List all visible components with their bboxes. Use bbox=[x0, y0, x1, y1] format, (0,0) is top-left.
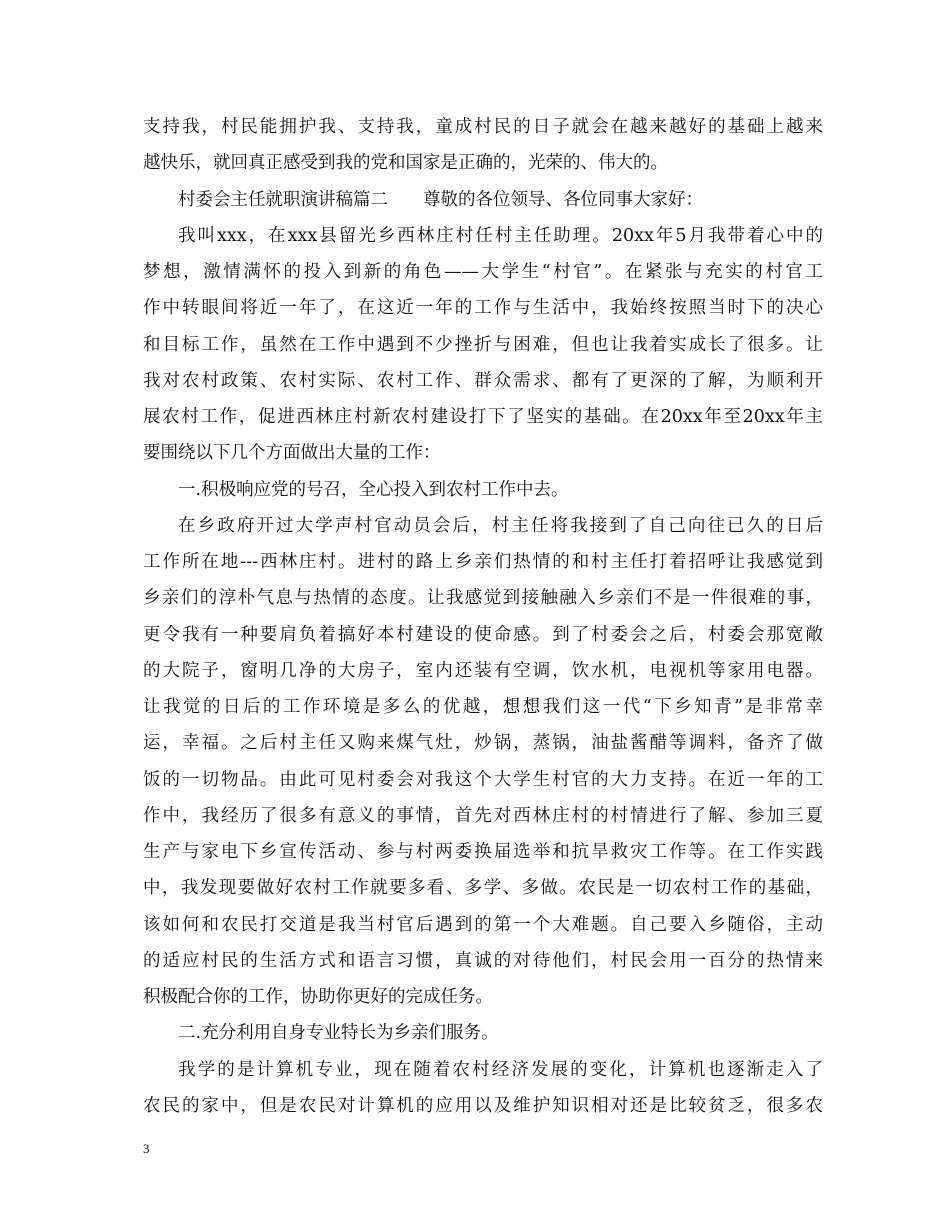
text-line: 饭的一切物品。由此可见村委会对我这个大学生村官的大力支持。在近一年的工 bbox=[143, 769, 823, 790]
text-line: 要围绕以下几个方面做出大量的工作： bbox=[143, 443, 441, 464]
list-heading: 一.积极响应党的号召，全心投入到农村工作中去。 bbox=[178, 479, 569, 500]
text-line: 运，幸福。之后村主任又购来煤气灶，炒锅，蒸锅，油盐酱醋等调料，备齐了做 bbox=[143, 733, 823, 754]
list-heading: 二.充分利用自身专业特长为乡亲们服务。 bbox=[178, 1023, 499, 1044]
text-line: 中，我发现要做好农村工作就要多看、多学、多做。农民是一切农村工作的基础， bbox=[143, 878, 823, 899]
text-line: 乡亲们的淳朴气息与热情的态度。让我感觉到接触融入乡亲们不是一件很难的事， bbox=[143, 588, 823, 609]
text-line: 展农村工作，促进西林庄村新农村建设打下了坚实的基础。在20xx年至20xx年主 bbox=[143, 407, 823, 427]
text-line: 越快乐，就回真正感受到我的党和国家是正确的，光荣的、伟大的。 bbox=[143, 153, 668, 174]
text-line: 支持我，村民能拥护我、支持我，童成村民的日子就会在越来越好的基础上越来 bbox=[143, 117, 823, 137]
text-line: 作中，我经历了很多有意义的事情，首先对西林庄村的村情进行了解、参加三夏 bbox=[143, 805, 823, 826]
text-line: 的大院子，窗明几净的大房子，室内还装有空调，饮水机，电视机等家用电器。 bbox=[143, 660, 823, 681]
text-line: 和目标工作，虽然在工作中遇到不少挫折与困难，但也让我着实成长了很多。让 bbox=[143, 334, 823, 355]
text-line: 我学的是计算机专业，现在随着农村经济发展的变化，计算机也逐渐走入了 bbox=[178, 1059, 823, 1080]
text-line: 我对农村政策、农村实际、农村工作、群众需求、都有了更深的了解，为顺利开 bbox=[143, 370, 823, 391]
text-line: 更令我有一种要肩负着搞好本村建设的使命感。到了村委会之后，村委会那宽敞 bbox=[143, 624, 823, 645]
text-line: 在乡政府开过大学声村官动员会后，村主任将我接到了自己向往已久的日后 bbox=[178, 515, 823, 536]
text-line: 积极配合你的工作，协助你更好的完成任务。 bbox=[143, 987, 493, 1007]
text-line: 工作所在地---西林庄村。进村的路上乡亲们热情的和村主任打着招呼让我感觉到 bbox=[143, 552, 823, 572]
text-line: 梦想，激情满怀的投入到新的角色——大学生“村官”。在紧张与充实的村官工 bbox=[143, 262, 823, 282]
body-text bbox=[143, 109, 823, 1124]
text-line: 该如何和农民打交道是我当村官后遇到的第一个大难题。自己要入乡随俗，主动 bbox=[143, 914, 823, 935]
page-number: 3 bbox=[143, 1141, 150, 1156]
text-line: 我叫xxx，在xxx县留光乡西林庄村任村主任助理。20xx年5月我带着心中的 bbox=[178, 225, 823, 246]
section-heading-line: 村委会主任就职演讲稿篇二 尊敬的各位领导、各位同事大家好： bbox=[178, 189, 703, 210]
text-line: 农民的家中，但是农民对计算机的应用以及维护知识相对还是比较贫乏，很多农 bbox=[143, 1095, 823, 1116]
text-line: 作中转眼间将近一年了，在这近一年的工作与生活中，我始终按照当时下的决心 bbox=[143, 298, 823, 319]
text-line: 生产与家电下乡宣传活动、参与村两委换届选举和抗旱救灾工作等。在工作实践 bbox=[143, 842, 823, 862]
text-line: 的适应村民的生活方式和语言习惯，真诚的对待他们，村民会用一百分的热情来 bbox=[143, 950, 823, 971]
text-line: 让我觉的日后的工作环境是多么的优越，想想我们这一代“下乡知青”是非常幸 bbox=[143, 697, 823, 717]
